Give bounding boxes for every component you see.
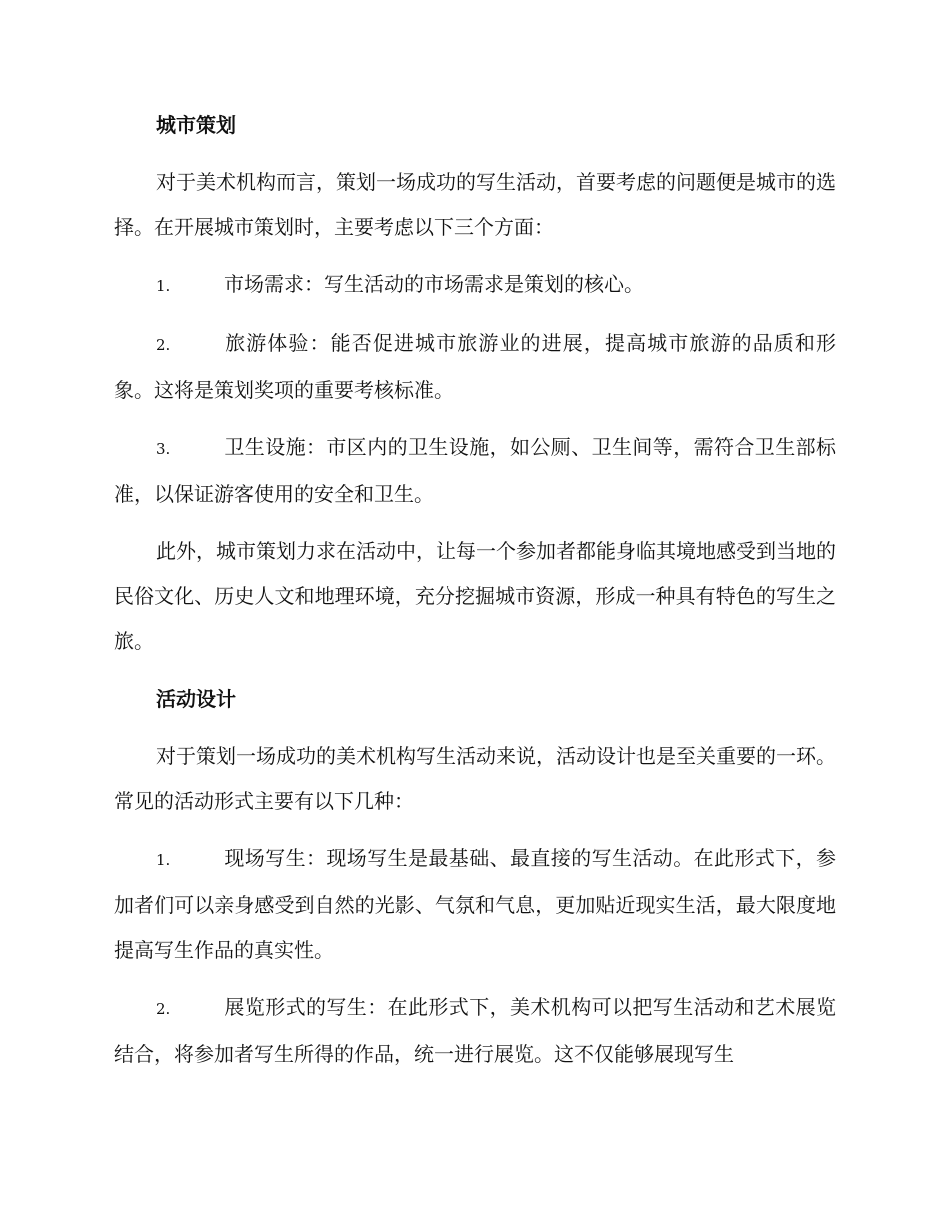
list-item-number: 2. bbox=[156, 1000, 171, 1018]
list-item-number: 1. bbox=[156, 277, 171, 295]
section-heading-activity-design: 活动设计 bbox=[156, 687, 236, 711]
list-item-text: 展览形式的写生：在此形式下，美术机构可以把写生活动和艺术展览结合，将参加者写生所得的作品，统一进行展览。这不仅能够展现写生 bbox=[114, 995, 836, 1066]
list-item-number: 2. bbox=[156, 336, 171, 354]
list-item bbox=[114, 985, 836, 1077]
list-item-text: 卫生设施：市区内的卫生设施，如公厕、卫生间等，需符合卫生部标准，以保证游客使用的安全和卫生。 bbox=[114, 435, 836, 506]
list-item bbox=[114, 321, 836, 413]
city-planning-intro: 对于美术机构而言，策划一场成功的写生活动，首要考虑的问题便是城市的选择。在开展城市策划时，主要考虑以下三个方面： bbox=[114, 170, 836, 239]
list-item bbox=[114, 262, 836, 309]
list-item bbox=[114, 836, 836, 973]
section-heading-city-planning: 城市策划 bbox=[156, 113, 236, 137]
list-item-number: 1. bbox=[156, 851, 171, 869]
list-item-text: 现场写生：现场写生是最基础、最直接的写生活动。在此形式下，参加者们可以亲身感受到自然的光影、气氛和气息，更加贴近现实生活，最大限度地提高写生作品的真实性。 bbox=[114, 846, 836, 962]
list-item-number: 3. bbox=[156, 440, 171, 458]
list-item bbox=[114, 425, 836, 517]
list-item-text: 旅游体验：能否促进城市旅游业的进展，提高城市旅游的品质和形象。这将是策划奖项的重要考核标准。 bbox=[114, 331, 836, 402]
list-item-text: 市场需求：写生活动的市场需求是策划的核心。 bbox=[224, 272, 644, 296]
activity-design-intro: 对于策划一场成功的美术机构写生活动来说，活动设计也是至关重要的一环。常见的活动形式主要有以下几种： bbox=[114, 744, 836, 813]
city-planning-outro: 此外，城市策划力求在活动中，让每一个参加者都能身临其境地感受到当地的民俗文化、历史人文和地理环境，充分挖掘城市资源，形成一种具有特色的写生之旅。 bbox=[114, 539, 836, 653]
